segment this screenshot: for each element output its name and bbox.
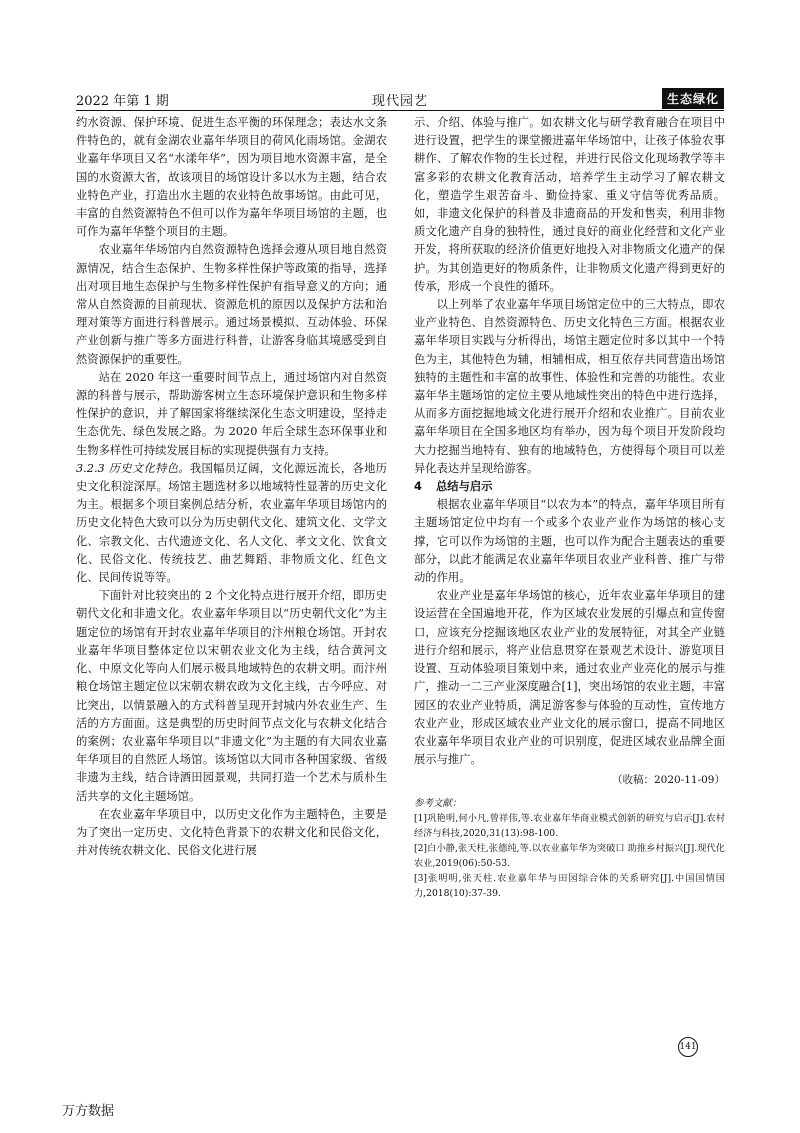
header-rule: [76, 110, 724, 111]
section-heading: [414, 478, 725, 496]
section-title: 总结与启示: [436, 480, 493, 494]
references-list: [414, 811, 725, 901]
page-number: 141: [678, 1037, 698, 1057]
subsection-text: 我国幅员辽阔，文化源远流长，各地历史文化积淀深厚。场馆主题选材多以地域特性显著的历史文化为主。根据多个项目案例总结分析，农业嘉年华项目场馆内的历史文化特色大致可以分为历史朝代文化、建筑文化、文学文化、宗教文化、古代遗迹文化、名人文化、孝文文化、饮食文化、民俗文化、传统技艺、曲艺舞蹈、非物质文化、红色文化、民间传说等等。: [76, 461, 387, 585]
paragraph: 以上列举了农业嘉年华项目场馆定位中的三大特点，即农业产业特色、自然资源特色、历史文化特色三方面。根据农业嘉年华项目实践与分析得出，场馆主题定位时多以其中一个特色为主，其他特色为辅，相辅相成，相互依存共同营造出场馆独特的主题性和丰富的故事性、体验性和完善的功能性。农业嘉年华主题场馆的定位主要从地域性突出的特色中进行选择，从而多方面挖掘地域文化进行展开介绍和农业推广。目前农业嘉年华项目在全国多地区均有举办，因为每个项目开发阶段均大力挖掘当地特有、独有的地域特色，方使得每个项目可以差异化表达并呈现给游客。: [414, 298, 725, 475]
paragraph: 根据农业嘉年华项目“以农为本”的特点，嘉年华项目所有主题场馆定位中均有一个或多个农业产业作为场馆的核心支撑，它可以作为场馆的主题，也可以作为配合主题表达的重要部分，以此才能满足农业嘉年华项目农业产业科普、推广与带动的作用。: [414, 498, 725, 585]
paragraph: 示、介绍、体验与推广。如农耕文化与研学教育融合在项目中进行设置，把学生的课堂搬进嘉年华场馆中，让孩子体验农事耕作、了解农作物的生长过程，并进行民俗文化现场教学等丰富多彩的农耕文化教育活动，培养学生主动学习了解农耕文化，塑造学生艰苦奋斗、勤俭持家、重义守信等优秀品质。如，非遗文化保护的科普及非遗商品的开发和售卖，利用非物质文化遗产自身的独特性，通过良好的商业化经营和文化产业开发，将所获取的经济价值更好地投入对非物质文化遗产的保护。为其创造更好的物质条件，让非物质文化遗产得到更好的传承，形成一个良性的循环。: [414, 116, 725, 293]
subsection-paragraph: [76, 460, 387, 587]
paragraph: 农业嘉年华场馆内自然资源特色选择会遵从项目地自然资源情况，结合生态保护、生物多样性保护等政策的指导，选择出对项目地生态保护与生物多样性保护有指导意义的方向；通常从自然资源的目前现状、资源危机的原因以及保护方法和治理对策等方面进行科普展示。通过场景模拟、互动体验、环保产业创新与推广等多方面进行科普，让游客身临其境感受到自然资源保护的重要性。: [76, 243, 387, 366]
paragraph: 约水资源、保护环境、促进生态平衡的环保理念；表达水文条件特色的，就有金湖农业嘉年华项目的荷风化雨场馆。金湖农业嘉年华项目又名“水漾年华”，因为项目地水资源丰富，是全国的水资源大省，故该项目的场馆设计多以水为主题，结合农业特色产业，打造出水主题的农业特色故事场馆。由此可见，丰富的自然资源特色不但可以作为嘉年华项目场馆的主题，也可作为嘉年华整个项目的主题。: [76, 116, 387, 239]
reference-item: [2]白小静,张天柱,张德纯,等.以农业嘉年华为突破口 助推乡村振兴[J].现代化农业,2019(06):50-53.: [414, 842, 725, 869]
references-title: 参考文献：: [414, 797, 462, 809]
section-badge: 生态绿化: [662, 88, 724, 109]
reference-item: [3]张明明,张天柱.农业嘉年华与田园综合体的关系研究[J].中国国情国力,2018(10):37-39.: [414, 872, 725, 899]
received-date: （收稿：2020-11-09）: [611, 774, 725, 787]
reference-item: [1]巩艳明,何小凡,曾祥伟,等.农业嘉年华商业模式创新的研究与启示[J].农村经济与科技,2020,31(13):98-100.: [414, 812, 725, 839]
left-column: [76, 114, 387, 860]
right-column: [414, 114, 725, 901]
paragraph: 下面针对比较突出的 2 个文化特点进行展开介绍，即历史朝代文化和非遗文化。农业嘉年华项目以“历史朝代文化”为主题定位的场馆有开封农业嘉年华项目的汴州粮仓场馆。开封农业嘉年华项目整体定位以宋朝农业文化为主线，结合黄河文化、中原文化等向人们展示极具地域特色的农耕文明。而汴州粮仓场馆主题定位以宋朝农耕农政为文化主线，古今呼应、对比突出，以情景融入的方式科普呈现开封城内外农业生产、生活的方方面面。这是典型的历史时间节点文化与农耕文化结合的案例；农业嘉年华项目以“非遗文化”为主题的有大同农业嘉年华项目的自然匠人场馆。该场馆以大同市各种国家级、省级非遗为主线，结合诗酒田园景观，共同打造一个艺术与质朴生活共享的文化主题场馆。: [76, 589, 387, 803]
subsection-heading: 3.2.3 历史文化特色。: [76, 461, 190, 475]
section-number: 4: [414, 480, 422, 494]
paragraph: 农业产业是嘉年华场馆的核心，近年农业嘉年华项目的建设运营在全国遍地开花，作为区域农业发展的引爆点和宣传窗口，应该充分挖掘该地区农业产业的发展特征，对其全产业链进行介绍和展示，将产业信息贯穿在景观艺术设计、游览项目设置、互动体验项目策划中来，通过农业产业亮化的展示与推广，推动一二三产业深度融合[1]，突出场馆的农业主题，丰富园区的农业产业特质，满足游客参与体验的互动性，宣传地方农业产业，形成区域农业产业文化的展示窗口，提高不同地区农业嘉年华项目农业产业的可识别度，促进区域农业品牌全面展示与推广。: [414, 589, 725, 767]
issue-label: 2022 年第 1 期: [76, 94, 169, 109]
journal-title: 现代园艺: [371, 94, 428, 109]
paragraph: 站在 2020 年这一重要时间节点上，通过场馆内对自然资源的科普与展示，帮助游客树立生态环境保护意识和生物多样性保护的意识，并了解国家将继续深化生态文明建设，坚持走生态优先、绿色发展之路。为 2020 年后全球生态环保事业和生物多样性可持续发展目标的实现提供强有力支持。: [76, 370, 387, 457]
paragraph: 在农业嘉年华项目中，以历史文化作为主题特色，主要是为了突出一定历史、文化特色背景下的农耕文化和民俗文化，并对传统农耕文化、民俗文化进行展: [76, 807, 387, 858]
page-header: [76, 88, 724, 110]
watermark: 万方数据: [62, 1104, 115, 1119]
